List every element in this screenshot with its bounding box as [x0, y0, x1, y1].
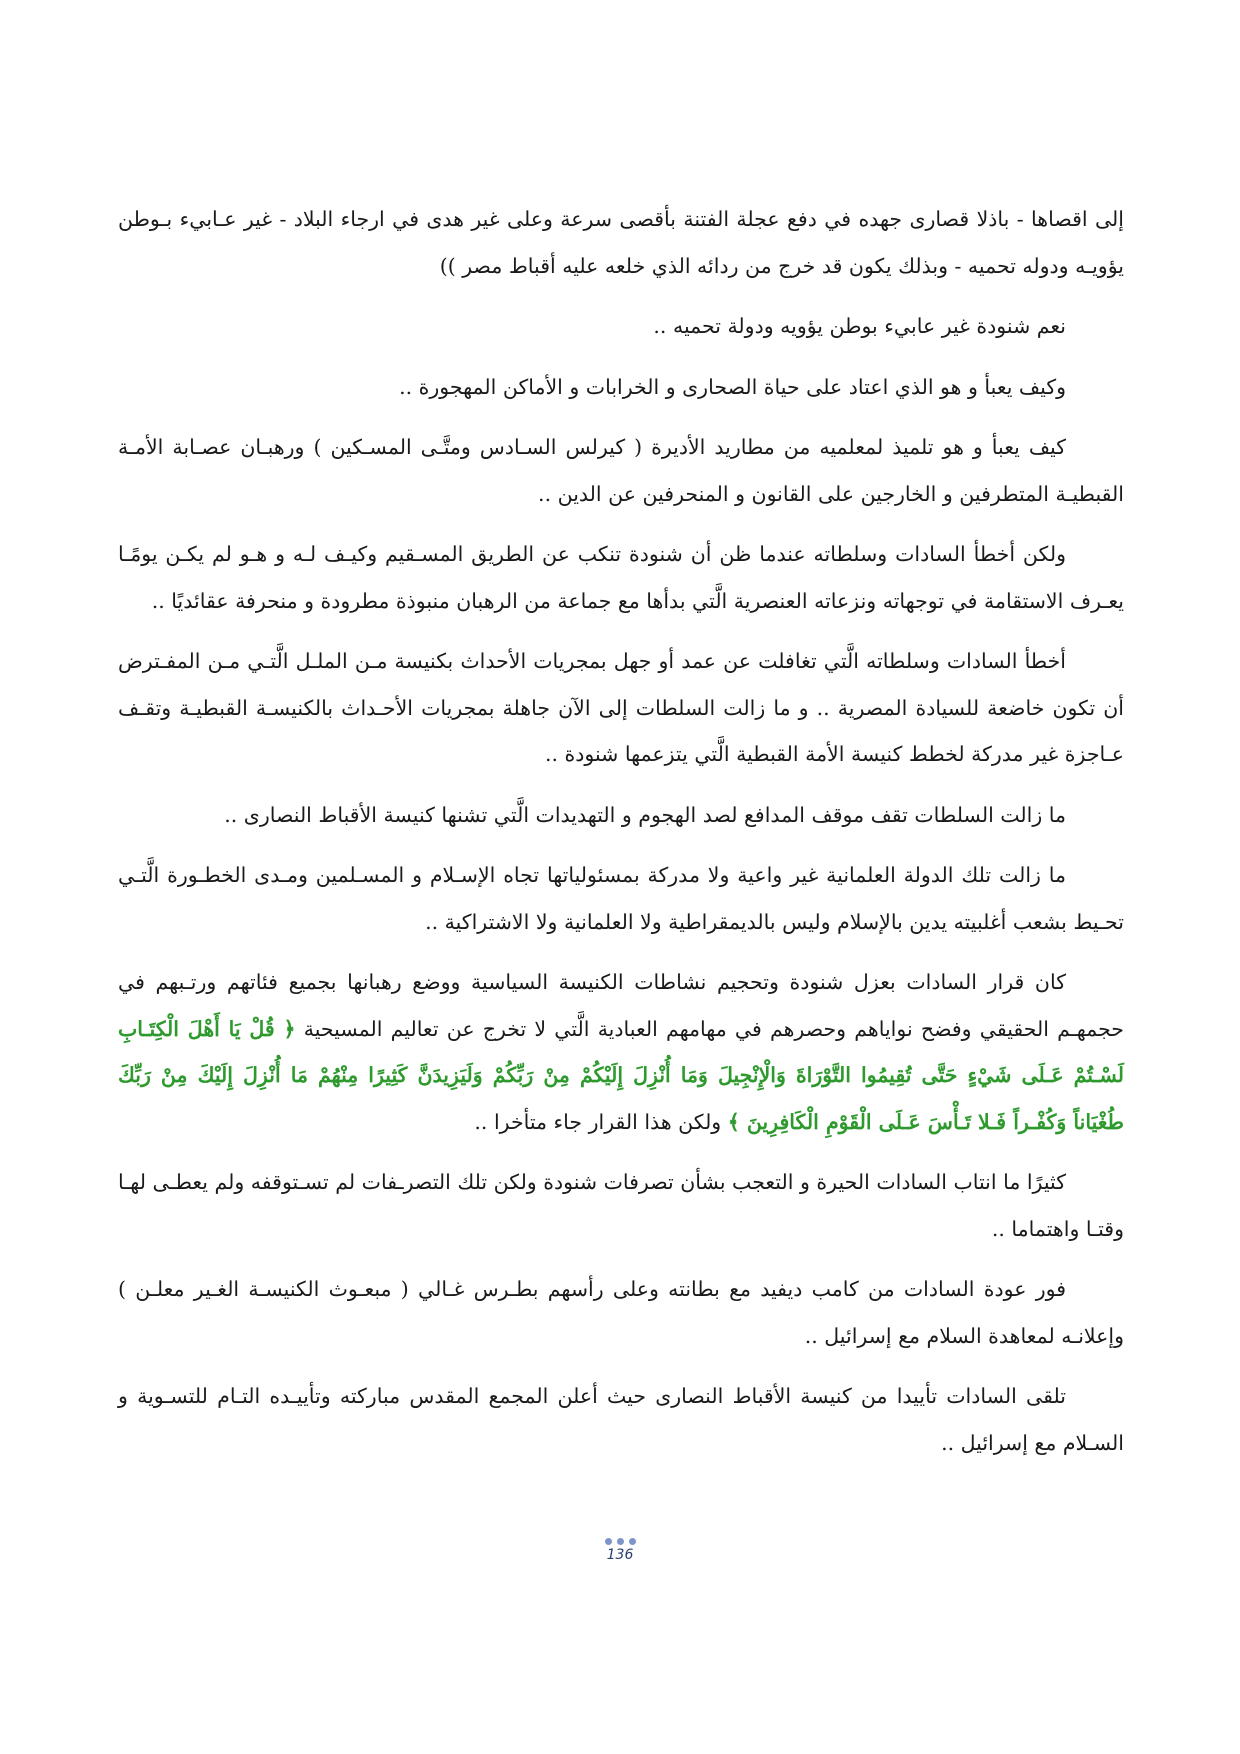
dot-icon — [617, 1538, 624, 1545]
page-number: 136 — [606, 1547, 634, 1563]
quran-verse: ﴿ قُلْ يَا أَهْلَ الْكِتَـابِ لَسْـتُمْ عَـلَى شَيْءٍ حَتَّى تُقِيمُوا التَّوْرَاةَ وَالْإِنْجِيلَ وَمَا أُنْزِلَ إِلَيْكُمْ مِنْ رَبِّكُمْ وَلَيَزِيدَنَّ كَثِيرًا مِنْهُمْ مَا أُنْزِلَ إِلَيْكَ مِنْ رَبِّكَ طُغْيَاناً وَكُفْـراً فَـلا تَـأْسَ عَـلَى الْقَوْمِ الْكَافِرِينَ ﴾ — [118, 1016, 1124, 1134]
paragraph: أخطأ السادات وسلطاته الَّتي تغافلت عن عمد أو جهل بمجريات الأحداث بكنيسة مـن الملـل الَّتـي مـن المفـترض أن تكون خاضعة للسيادة المصرية .. و ما زالت السلطات إلى الآن جاهلة بمجريات الأحـداث بالكنيسـة القبطيـة وتقـف عـاجزة غير مدركة لخطط كنيسة الأمة القبطية الَّتي يتزعمها شنودة .. — [118, 649, 1124, 766]
paragraph: تلقى السادات تأييدا من كنيسة الأقباط النصارى حيث أعلن المجمع المقدس مباركته وتأييـده التـام للتسـوية و السـلام مع إسرائيل .. — [118, 1384, 1124, 1455]
paragraph-text-after-quote: ولكن هذا القرار جاء متأخرا .. — [474, 1109, 728, 1134]
dot-icon — [605, 1538, 612, 1545]
paragraph: نعم شنودة غير عابيء بوطن يؤويه ودولة تحميه .. — [653, 314, 1066, 338]
paragraph-with-quote — [118, 959, 1124, 1145]
body-text — [118, 196, 1124, 1480]
paragraph: فور عودة السادات من كامب ديفيد مع بطانته وعلى رأسهم بطـرس غـالي ( مبعـوث الكنيسـة الغـير معلـن ) وإعلانـه لمعاهدة السلام مع إسرائيل .. — [118, 1277, 1124, 1348]
paragraph-text: كان قرار السادات بعزل شنودة وتحجيم نشاطات الكنيسة السياسية ووضع رهبانها بجميع فئاتهم ورتـبهم في حجمهـم الحقيقي وفضح نواياهم وحصرهم في مهامهم العبادية الَّتي لا تخرج عن تعاليم المسيحية — [118, 970, 1124, 1041]
paragraph: إلى اقصاها - باذلا قصارى جهده في دفع عجلة الفتنة بأقصى سرعة وعلى غير هدى في ارجاء البلاد - غير عـابيء بـوطن يؤويـه ودوله تحميه - وبذلك يكون قد خرج من ردائه الذي خلعه عليه أقباط مصر )) — [118, 207, 1124, 278]
paragraph: ولكن أخطأ السادات وسلطاته عندما ظن أن شنودة تنكب عن الطريق المسـقيم وكيـف لـه و هـو لم يكـن يومًـا يعـرف الاستقامة في توجهاته ونزعاته العنصرية الَّتي بدأها مع جماعة من الرهبان منبوذة مطرودة و منحرفة عقائديًا .. — [118, 542, 1124, 613]
ornament-dots-icon — [0, 1538, 1240, 1545]
dot-icon — [629, 1538, 636, 1545]
paragraph: ما زالت السلطات تقف موقف المدافع لصد الهجوم و التهديدات الَّتي تشنها كنيسة الأقباط النصارى .. — [224, 802, 1066, 827]
page-footer — [0, 1538, 1240, 1564]
paragraph: كثيرًا ما انتاب السادات الحيرة و التعجب بشأن تصرفات شنودة ولكن تلك التصرـفات لم تسـتوقفه ولم يعطـى لهـا وقتـا واهتماما .. — [118, 1170, 1124, 1241]
paragraph: كيف يعبأ و هو تلميذ لمعلميه من مطاريد الأديرة ( كيرلس السـادس ومتَّـى المسـكين ) ورهبـان عصـابة الأمـة القبطيـة المتطرفين و الخارجين على القانون و المنحرفين عن الدين .. — [118, 435, 1124, 506]
paragraph: وكيف يعبأ و هو الذي اعتاد على حياة الصحارى و الخرابات و الأماكن المهجورة .. — [399, 374, 1066, 399]
paragraph: ما زالت تلك الدولة العلمانية غير واعية ولا مدركة بمسئولياتها تجاه الإسـلام و المسـلمين ومـدى الخطـورة الَّتـي تحـيط بشعب أغلبيته يدين بالإسلام وليس بالديمقراطية ولا العلمانية ولا الاشتراكية .. — [118, 863, 1124, 934]
